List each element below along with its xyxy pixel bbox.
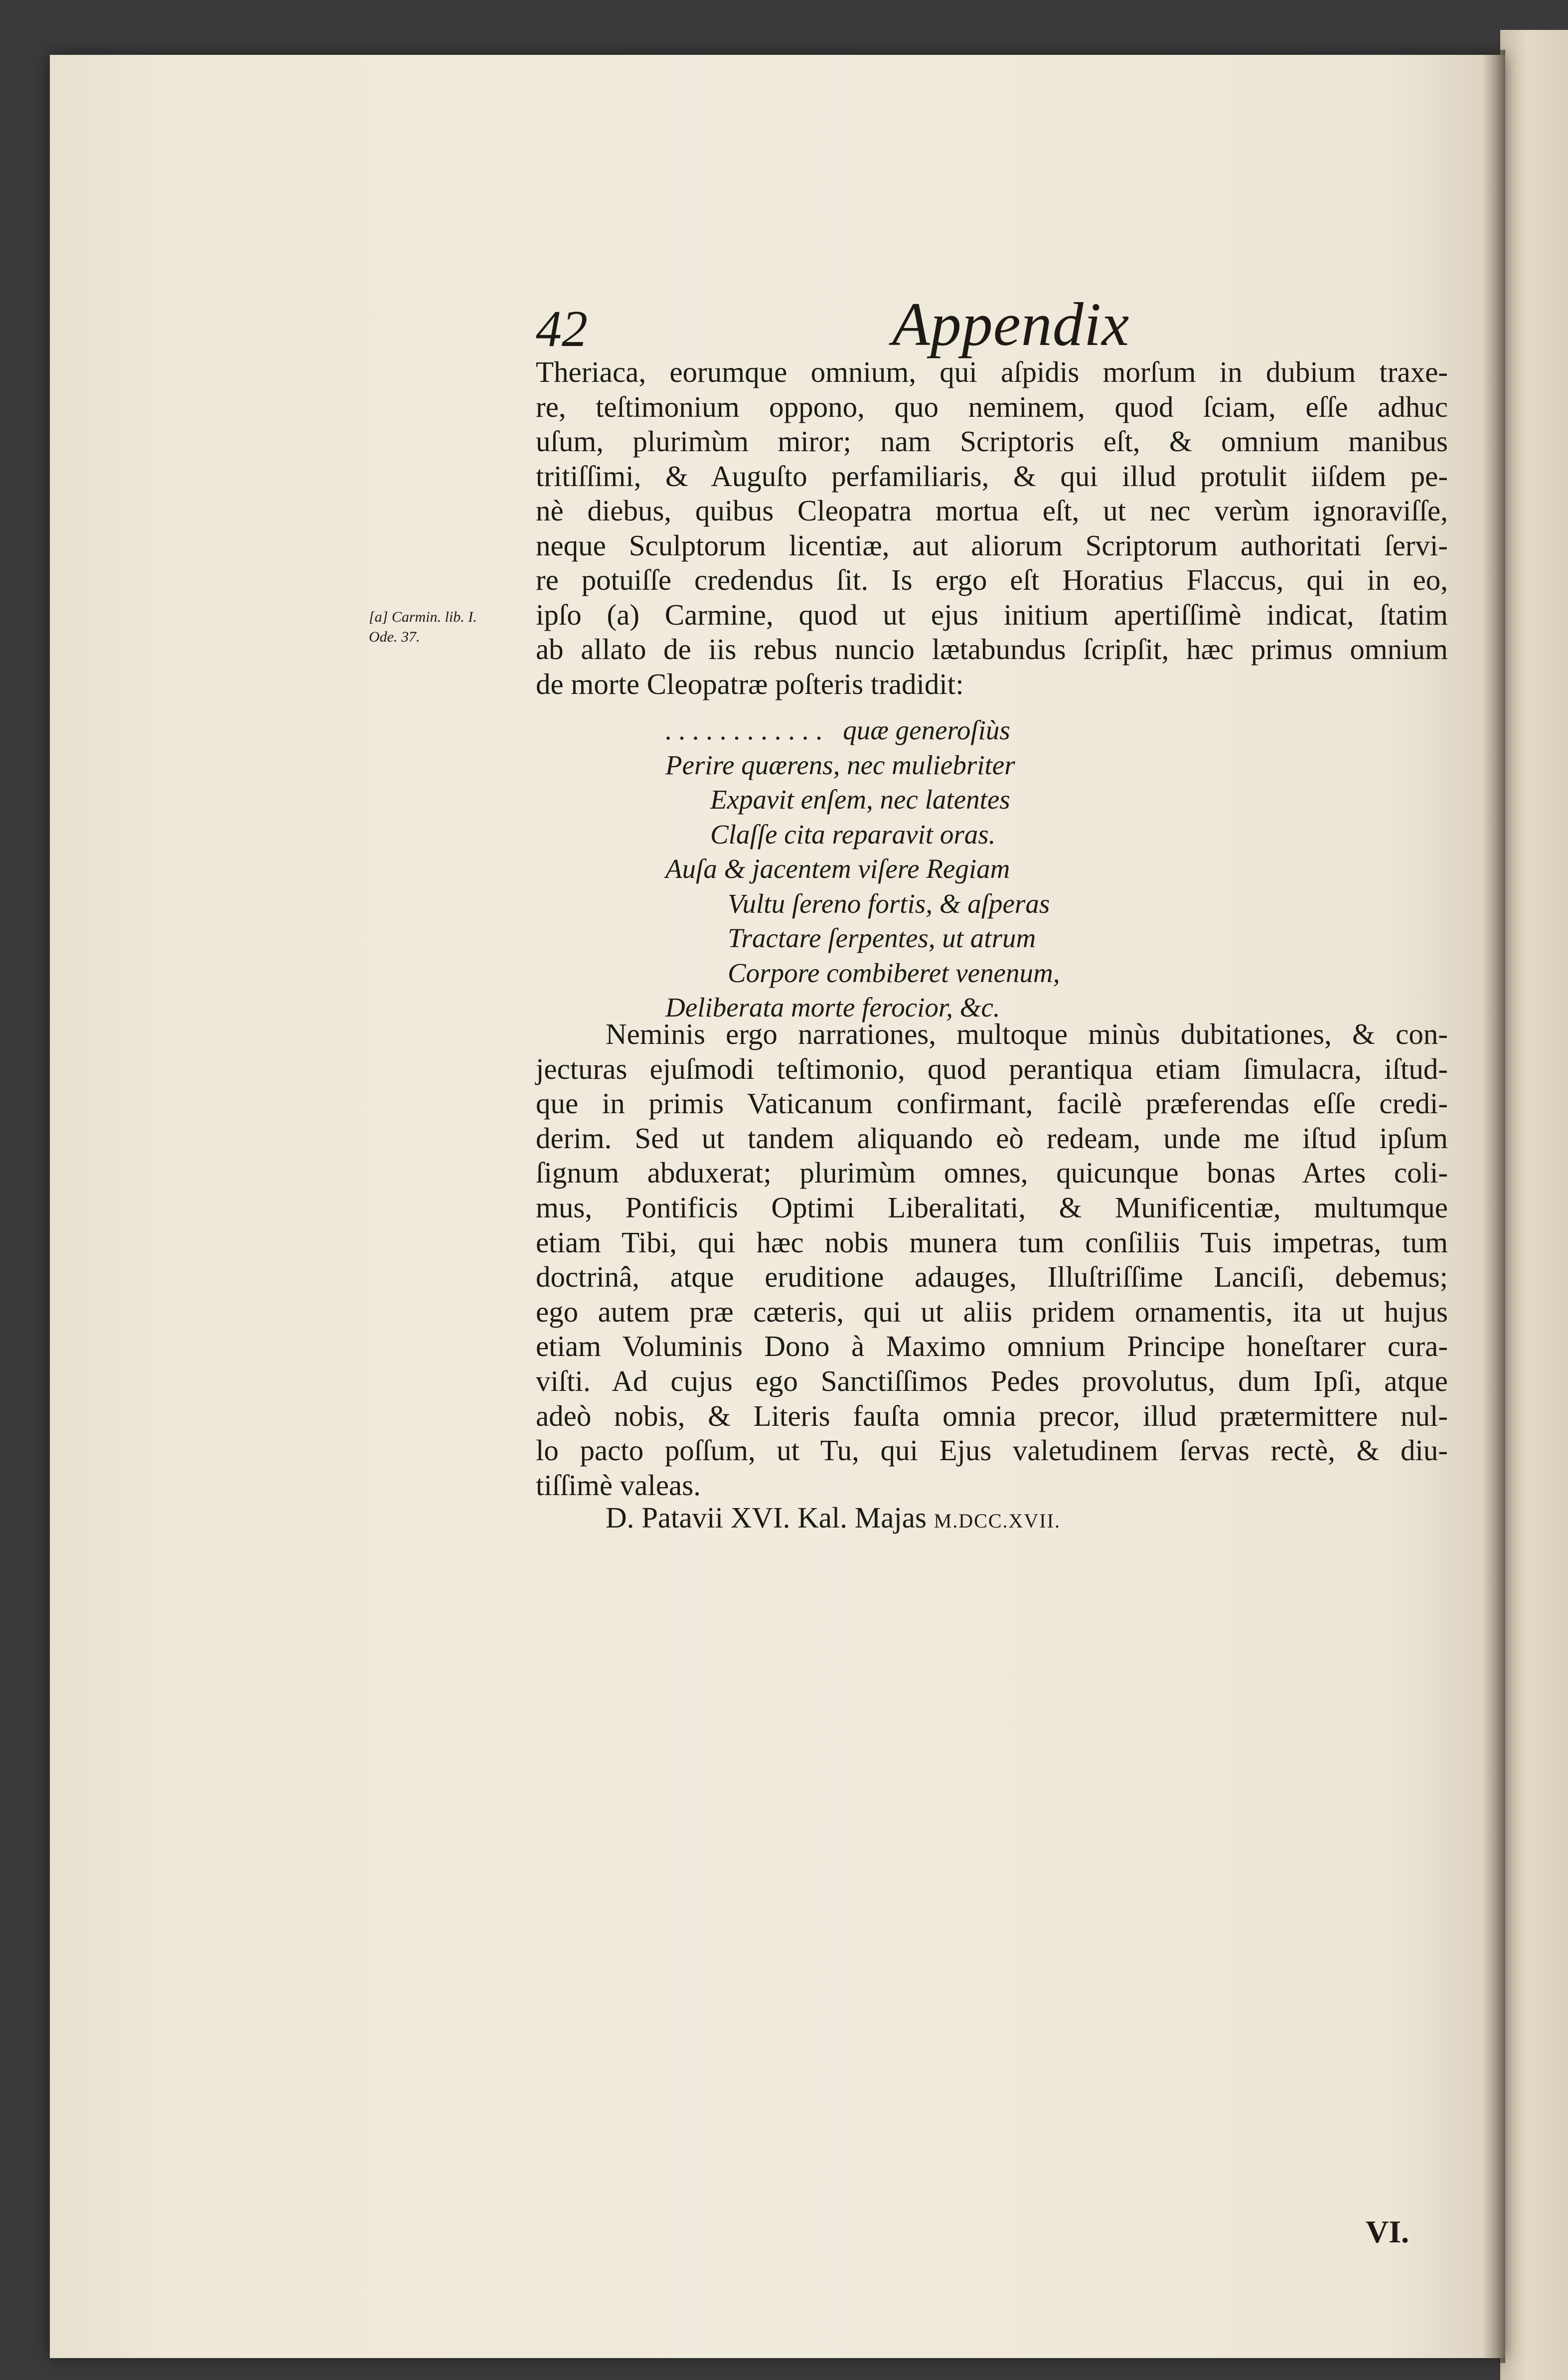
verse-line: Perire quærens, nec muliebriter <box>665 749 1015 780</box>
text-line: tritiſſimi, & Auguſto perfamiliaris, & qui illud protulit iiſdem pe- <box>536 459 1448 493</box>
text-line: tiſſimè valeas. <box>536 1468 701 1502</box>
paragraph-2 <box>536 1017 1448 1503</box>
text-line: etiam Tibi, qui hæc nobis munera tum conſiliis Tuis impetras, tum <box>536 1225 1448 1259</box>
paragraph-1 <box>536 355 1448 701</box>
text-line: viſti. Ad cujus ego Sanctiſſimos Pedes provolutus, dum Ipſi, atque <box>536 1364 1448 1397</box>
text-line: lo pacto poſſum, ut Tu, qui Ejus valetudinem ſervas rectè, & diu- <box>536 1434 1448 1467</box>
text-line: neque Sculptorum licentiæ, aut aliorum Scriptorum authoritati ſervi- <box>536 528 1448 562</box>
catchword: VI. <box>1366 2214 1410 2249</box>
marginal-note-line: Ode. 37. <box>369 629 420 645</box>
text-line: ab allato de iis rebus nuncio lætabundus ſcripſit, hæc primus omnium <box>536 633 1448 666</box>
text-line: mus, Pontificis Optimi Liberalitati, & Munificentiæ, multumque <box>536 1190 1448 1224</box>
verse-line: Vultu ſereno fortis, & aſperas <box>728 888 1050 919</box>
text-line: ego autem præ cæteris, qui ut aliis pridem ornamentis, ita ut hujus <box>536 1295 1448 1328</box>
text-line: adeò nobis, & Literis fauſta omnia precor, illud prætermittere nul- <box>536 1399 1448 1432</box>
page-gutter-shadow <box>1483 50 1505 2363</box>
running-head: Appendix <box>892 290 1130 358</box>
verse-line <box>665 713 1214 748</box>
text-line: Theriaca, eorumque omnium, qui aſpidis morſum in dubium traxe- <box>536 355 1448 388</box>
marginal-note <box>369 607 538 647</box>
page-number: 42 <box>536 300 588 357</box>
text-line: derim. Sed ut tandem aliquando eò redeam, unde me iſtud ipſum <box>536 1121 1448 1155</box>
text-line: de morte Cleopatræ poſteris tradidit: <box>536 667 964 700</box>
text-line: etiam Voluminis Dono à Maximo omnium Principe honeſtarer cura- <box>536 1330 1448 1363</box>
text-line: re potuiſſe credendus ſit. Is ergo eſt Horatius Flaccus, qui in eo, <box>536 563 1448 596</box>
verse-text: quæ generoſiùs <box>843 715 1010 745</box>
facing-page-edge <box>1500 30 1568 2380</box>
text-line: doctrinâ, atque eruditione adauges, Illuſtriſſime Lanciſi, debemus; <box>536 1260 1448 1294</box>
verse-quotation <box>665 713 1214 1025</box>
dateline-year: M.DCC.XVII. <box>934 1510 1061 1532</box>
page-header <box>536 289 1448 359</box>
text-line: Neminis ergo narrationes, multoque minùs dubitationes, & con- <box>606 1018 1448 1050</box>
text-line: ſignum abduxerat; plurimùm omnes, quicunque bonas Artes coli- <box>536 1156 1448 1190</box>
text-line: re, teſtimonium oppono, quo neminem, quod ſciam, eſſe adhuc <box>536 390 1448 423</box>
text-line: ipſo (a) Carmine, quod ut ejus initium apertiſſimè indicat, ſtatim <box>536 598 1448 631</box>
text-line: uſum, plurimùm miror; nam Scriptoris eſt, & omnium manibus <box>536 425 1448 458</box>
text-line: que in primis Vaticanum confirmant, facilè præferendas eſſe credi- <box>536 1087 1448 1120</box>
verse-line: Corpore combiberet venenum, <box>728 957 1060 988</box>
text-line: nè diebus, quibus Cleopatra mortua eſt, ut nec verùm ignoraviſſe, <box>536 494 1448 527</box>
verse-line: Claſſe cita reparavit oras. <box>710 819 996 850</box>
dateline <box>606 1501 1061 1535</box>
verse-line: Tractare ſerpentes, ut atrum <box>728 923 1036 953</box>
text-line: jecturas ejuſmodi teſtimonio, quod perantiqua etiam ſimulacra, iſtud- <box>536 1052 1448 1085</box>
marginal-note-line: [a] Carmin. lib. I. <box>369 609 477 625</box>
verse-line: Expavit enſem, nec latentes <box>710 784 1010 815</box>
verse-line: Auſa & jacentem viſere Regiam <box>665 853 1010 884</box>
verse-line: Deliberata morte ferocior, &c. <box>665 992 1000 1022</box>
ellipsis-dots: . . . . . . . . . . . . <box>665 715 823 745</box>
dateline-place: D. Patavii XVI. Kal. Majas <box>606 1501 927 1534</box>
